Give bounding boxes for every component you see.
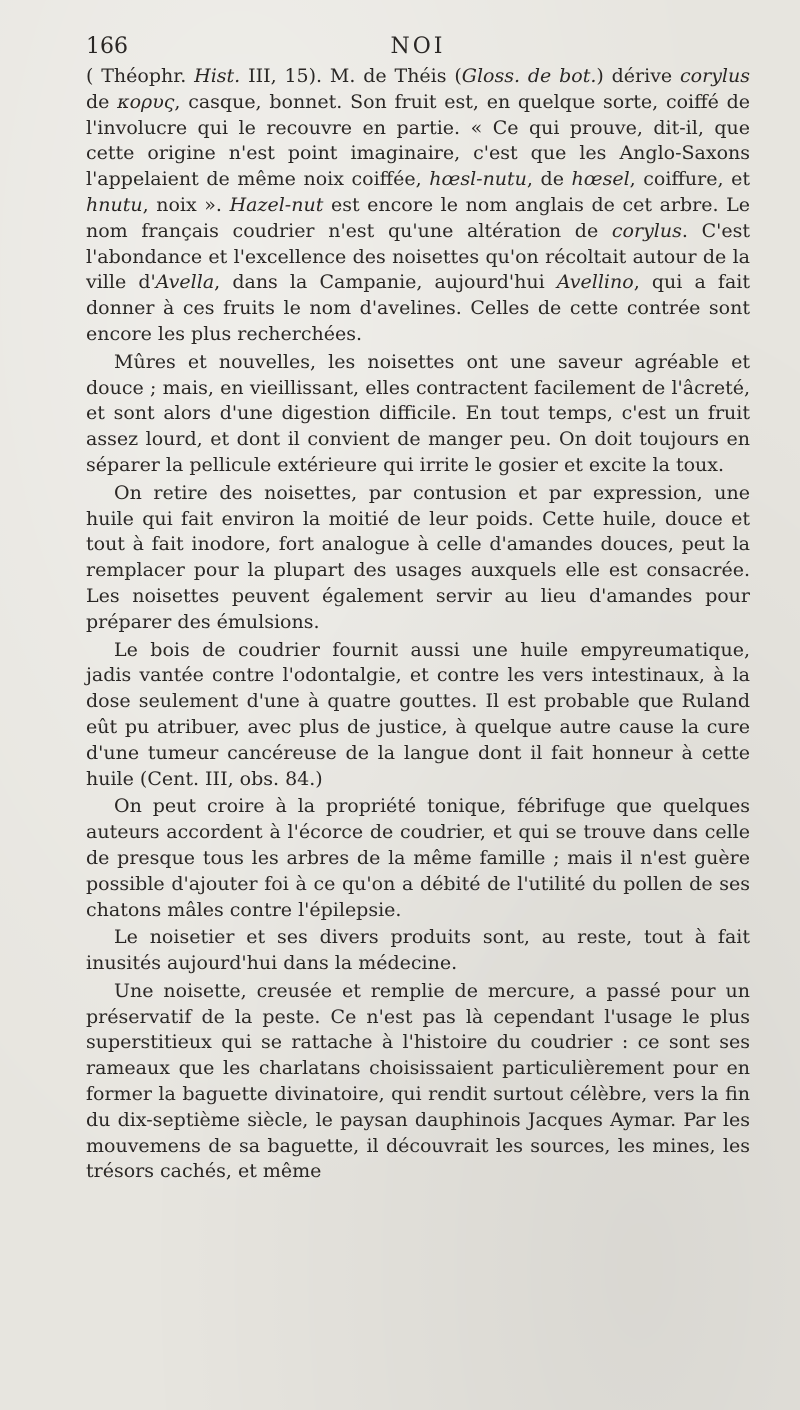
text-run: On retire des noisettes, par contusion et par expression, une huile qui fait environ la moitié de leur poids. Cette huile, douce et tout à fait inodore, fort analogue à celle d'amandes douces, peut la remplacer pour la plupart des usages auxquels elle est consacrée. Les noisettes peuvent également servir au lieu d'amandes pour préparer des émulsions. xyxy=(86,481,750,633)
paragraph xyxy=(86,350,750,479)
italic-text: Avellino xyxy=(556,271,634,294)
running-head: NOI xyxy=(390,34,446,59)
italic-text: corylus xyxy=(680,65,750,87)
text-run: ) dérive xyxy=(596,65,681,87)
paragraph xyxy=(86,64,750,348)
italic-text: Gloss. de bot. xyxy=(461,65,597,87)
paragraph xyxy=(86,979,750,1185)
text-run: . C'est l'abondance et l'excellence des noisettes qu'on récoltait autour de la ville d' xyxy=(86,219,750,294)
text-run: ( Théophr. xyxy=(86,65,195,87)
text-run: de xyxy=(86,90,118,113)
italic-text: corylus xyxy=(611,219,682,242)
paragraph xyxy=(86,794,750,923)
paragraph xyxy=(86,638,750,793)
text-run: est encore le nom anglais de cet arbre. Le nom français coudrier n'est qu'une altération de xyxy=(86,193,750,242)
text-run: , qui a fait donner à ces fruits le nom d'avelines. Celles de cette contrée sont encore les plus recherchées. xyxy=(86,271,750,345)
text-run: Le noisetier et ses divers produits sont, au reste, tout à fait inusités aujourd'hui dans la médecine. xyxy=(86,926,750,975)
text-run: , noix ». xyxy=(142,193,230,216)
text-run: , casque, bonnet. Son fruit est, en quelque sorte, coiffé de l'involucre qui le recouvre en partie. « Ce qui prouve, dit-il, que cette origine n'est point imaginaire, c'est que les Anglo-Saxons l'appelaient de même noix coiffée, xyxy=(86,90,750,191)
text-run: III, 15). M. de Théis ( xyxy=(240,65,462,87)
text-run: Le bois de coudrier fournit aussi une huile empyreumatique, jadis vantée contre l'odontalgie, et contre les vers intestinaux, à la dose seulement d'une à quatre gouttes. Il est probable que Ruland eût pu atribuer, avec plus de justice, à quelque autre cause la cure d'une tumeur cancéreuse de la langue dont il fait honneur à cette huile (Cent. III, obs. 84.) xyxy=(86,638,750,790)
italic-text: κορυς xyxy=(117,90,175,113)
text-run: , dans la Campanie, aujourd'hui xyxy=(214,271,557,294)
text-run: On peut croire à la propriété tonique, fébrifuge que quelques auteurs accordent à l'écorce de coudrier, et qui se trouve dans celle de presque tous les arbres de la même famille ; mais il n'est guère possible d'ajouter foi à ce qu'on a débité de l'utilité du pollen de ses chatons mâles contre l'épilepsie. xyxy=(86,795,750,921)
text-run: Mûres et nouvelles, les noisettes ont une saveur agréable et douce ; mais, en vieillissant, elles contractent facilement de l'âcreté, et sont alors d'une digestion difficile. En tout temps, c'est un fruit assez lourd, et dont il convient de manger peu. On doit toujours en séparer la pellicule extérieure qui irrite le gosier et excite la toux. xyxy=(86,350,750,476)
paragraph xyxy=(86,481,750,636)
page-header xyxy=(86,32,750,62)
page-number: 166 xyxy=(86,34,128,59)
italic-text: hœsel xyxy=(571,168,630,191)
text-run: , coiffure, et xyxy=(629,168,750,191)
italic-text: hnutu xyxy=(86,193,143,216)
body-text xyxy=(86,64,750,1187)
italic-text: Avella xyxy=(155,271,215,294)
italic-text: hœsl-nutu xyxy=(429,168,527,191)
text-run: , de xyxy=(526,168,572,191)
italic-text: Hist. xyxy=(194,65,241,87)
text-run: Une noisette, creusée et remplie de mercure, a passé pour un préservatif de la peste. Ce n'est pas là cependant l'usage le plus superstitieux qui se rattache à l'histoire du coudrier : ce sont ses rameaux que les charlatans choisissaient particulièrement pour en former la baguette divinatoire, qui rendit surtout célèbre, vers la fin du dix-septième siècle, le paysan dauphinois Jacques Aymar. Par les mouvemens de sa baguette, il découvrait les sources, les mines, les trésors cachés, et même xyxy=(86,979,750,1183)
paragraph xyxy=(86,925,750,977)
italic-text: Hazel-nut xyxy=(229,193,324,216)
